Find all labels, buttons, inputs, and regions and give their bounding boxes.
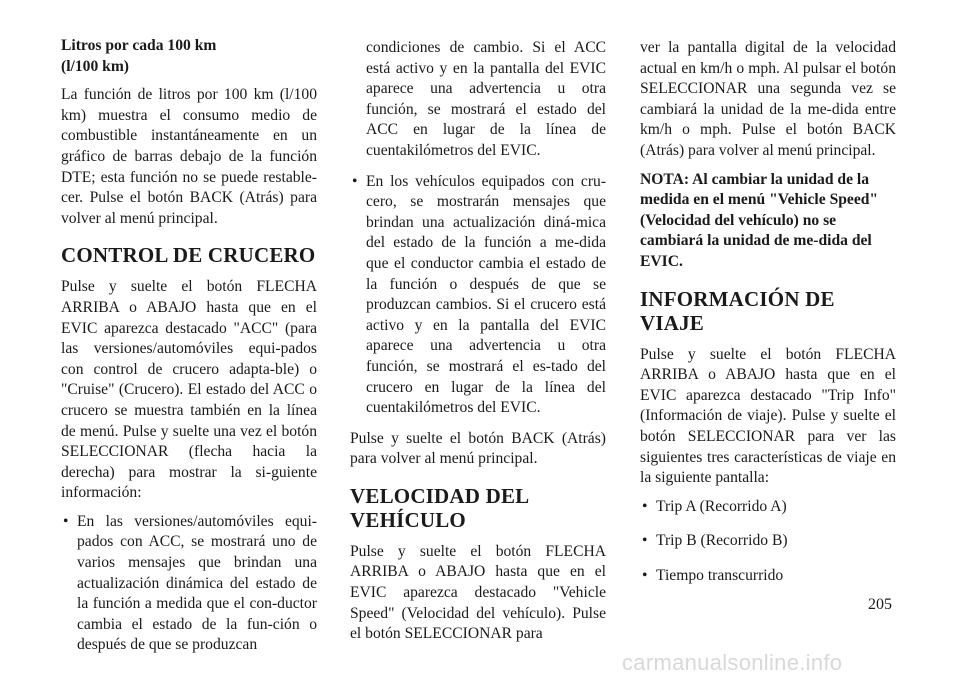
heading-line: VELOCIDAD DEL xyxy=(350,483,530,508)
list-item-text: Trip B (Recorrido B) xyxy=(656,532,788,550)
subheading-litros xyxy=(61,36,317,77)
paragraph: Pulse y suelte el botón FLECHA ARRIBA o ABAJO hasta que en el EVIC aparezca destacado "Trip Info" (Información de viaje). Pulse y suelte el botón SELECCIONAR para ver las siguientes tres características de viaje en la siguiente pantalla: xyxy=(640,345,896,487)
bullet-icon: • xyxy=(642,532,648,550)
heading-line: VEHÍCULO xyxy=(350,507,466,532)
paragraph: Pulse y suelte el botón BACK (Atrás) para volver al menú principal. xyxy=(350,429,606,468)
list-item-text: Tiempo transcurrido xyxy=(656,566,784,584)
bullet-list xyxy=(350,172,606,419)
section-heading-velocidad xyxy=(350,484,606,532)
bullet-icon: • xyxy=(642,566,648,584)
note: NOTA: Al cambiar la unidad de la medida en el menú "Vehicle Speed" (Velocidad del vehículo) no se cambiará la unidad de me-dida del EVIC. xyxy=(640,170,879,270)
list-item-text: En las versiones/automóviles equi-pados con ACC, se mostrará uno de varios mensajes que brindan una actualización dinámica del estado de la función a medida que el con-ductor cambia el estado de la fun-ción o después de que se produzcan xyxy=(77,512,317,654)
paragraph: ver la pantalla digital de la velocidad actual en km/h o mph. Al pulsar el botón SELECCIONAR una segunda vez se cambiará la unidad de la me-dida entre km/h o mph. Pulse el botón BACK (Atrás) para volver al menú principal. xyxy=(640,39,896,159)
list-item-text: En los vehículos equipados con cru-cero, se mostrarán mensajes que brindan una actualización diná-mica del estado de la función a me-dida que el conductor cambia el estado de la función o después de que se produzcan cambios. Si el crucero está activo y en la pantalla del EVIC aparece una advertencia u otra función, se mostrará el es-tado del crucero en lugar de la línea del cuentakilómetros del EVIC. xyxy=(366,172,606,417)
list-item xyxy=(350,172,606,419)
section-heading-informacion-viaje: INFORMACIÓN DE VIAJE xyxy=(640,286,835,335)
paragraph: La función de litros por 100 km (l/100 km) muestra el consumo medio de combustible instantáneamente en un gráfico de barras debajo de la función DTE; esta función no se puede restable-cer. Pulse el botón BACK (Atrás) para volver al menú principal. xyxy=(61,86,317,227)
bullet-icon: • xyxy=(352,172,358,190)
list-item xyxy=(640,531,896,552)
list-item xyxy=(61,512,317,656)
watermark: carmanualsonline.info xyxy=(622,650,843,675)
paragraph: Pulse y suelte el botón FLECHA ARRIBA o ABAJO hasta que en el EVIC aparezca destacado "ACC" (para las versiones/automóviles equi-pados con control de crucero adapta-ble) o "Cruise" (Crucero). El estado del ACC o crucero se muestra también en la línea de menú. Pulse y suelte una vez el botón SELECCIONAR (flecha hacia la derecha) para mostrar la si-guiente información: xyxy=(61,278,317,502)
subheading-line: (l/100 km) xyxy=(61,57,130,75)
subheading-line: Litros por cada 100 km xyxy=(61,37,217,54)
bullet-icon: • xyxy=(642,497,648,515)
list-item xyxy=(640,497,896,518)
column-middle xyxy=(350,38,606,653)
column-right xyxy=(640,38,896,600)
bullet-list xyxy=(640,497,896,587)
list-item-continuation: condiciones de cambio. Si el ACC está activo y en la pantalla del EVIC aparece una advertencia u otra función, se mostrará el estado del ACC en lugar de la línea de cuentakilómetros del EVIC. xyxy=(366,39,606,159)
paragraph: Pulse y suelte el botón FLECHA ARRIBA o ABAJO hasta que en el EVIC aparezca destacado "Vehicle Speed" (Velocidad del vehículo). Pulse el botón SELECCIONAR para xyxy=(350,542,606,643)
list-item xyxy=(640,566,896,587)
page-number: 205 xyxy=(868,596,892,613)
section-heading-control-crucero: CONTROL DE CRUCERO xyxy=(61,243,316,268)
bullet-list xyxy=(61,512,317,656)
bullet-icon: • xyxy=(63,512,69,530)
list-item-text: Trip A (Recorrido A) xyxy=(656,497,787,515)
column-left xyxy=(61,36,317,666)
